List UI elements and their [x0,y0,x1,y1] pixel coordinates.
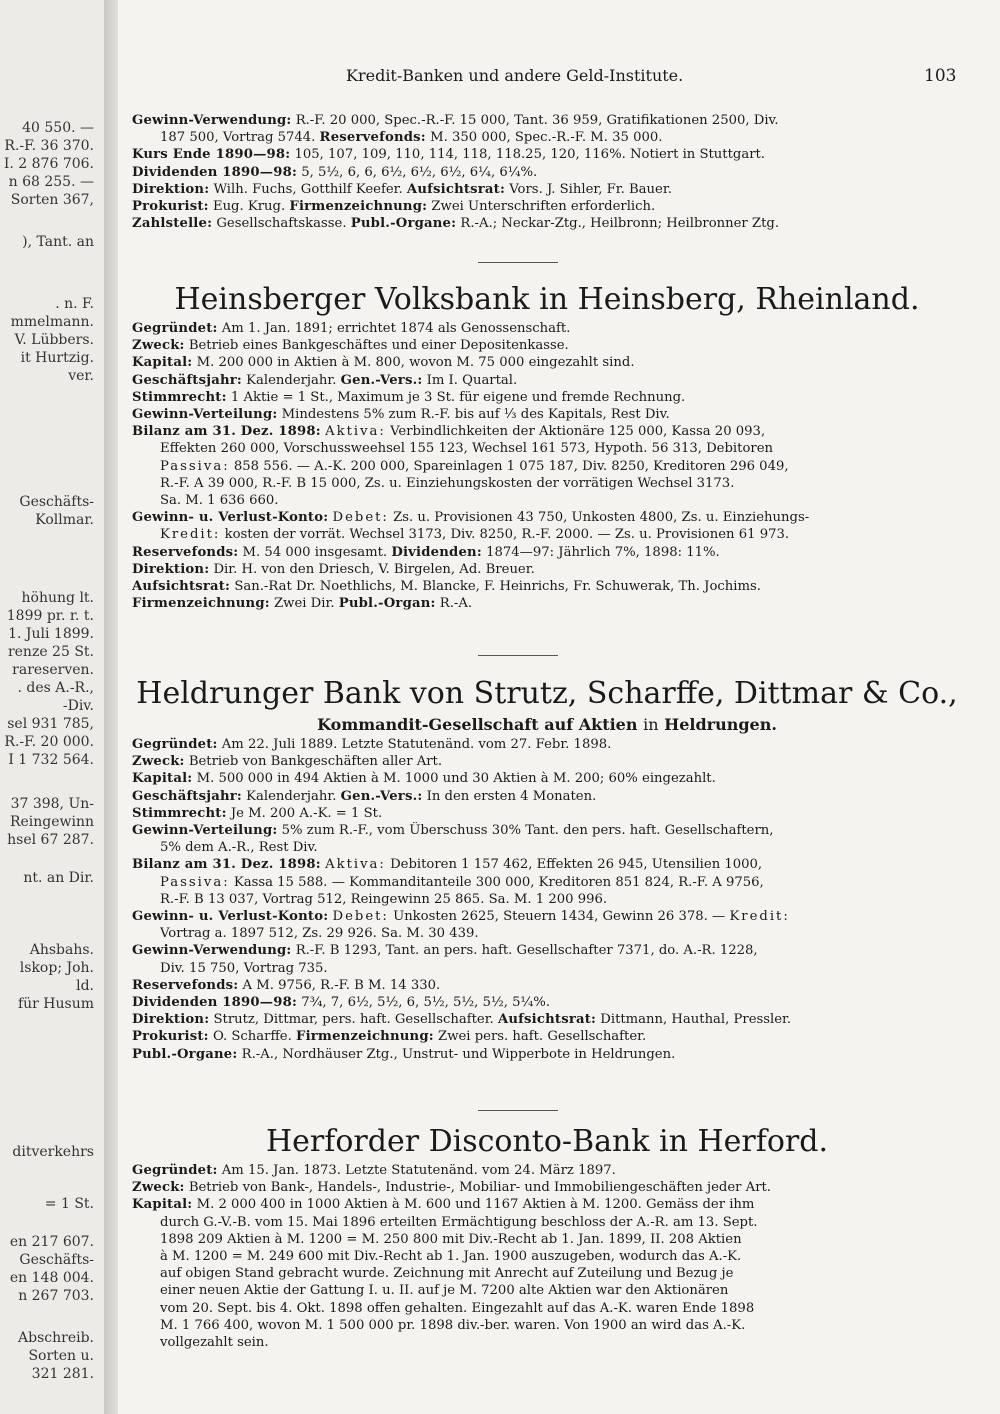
entry-text: R.-F. 20 000, Spec.-R.-F. 15 000, Tant. 36 959, Gratifikationen 2500, Div. [295,113,779,128]
entry-text: 105, 107, 109, 110, 114, 118, 118.25, 120, 116%. Notiert in Stuttgart. [294,147,766,163]
entry-text: Div. 15 750, Vortrag 735. [160,960,328,976]
left-page-line: 37 398, Un- [10,796,94,812]
text-line [132,1179,962,1196]
text-line [132,839,962,856]
text-line [132,1334,962,1351]
entry-text: Mindestens 5% zum R.-F. bis auf ⅓ des Kapitals, Rest Div. [281,407,670,423]
text-line [132,891,962,908]
text-line [132,475,962,492]
entry-label: Zweck: [132,338,185,354]
left-page-line: ld. [76,978,94,994]
entry-label: Firmenzeichnung: [289,199,428,215]
entry-text: Debitoren 1 157 462, Effekten 26 945, Utensilien 1000, [390,857,763,873]
text-line [132,458,962,475]
entry-label: Dividenden 1890—98: [132,164,298,180]
ledger-label: Passiva: [160,874,230,890]
entry-label: Gewinn- u. Verlust-Konto: [132,909,329,925]
section-heading: Herforder Disconto-Bank in Herford. [265,1124,828,1159]
text-line [132,112,962,129]
ledger-label: Aktiva: [325,424,386,440]
entry-text: A M. 9756, R.-F. B M. 14 330. [242,977,441,993]
entry-label: Direktion: [132,181,210,197]
text-line [132,146,962,163]
entry-text: San.-Rat Dr. Noethlichs, M. Blancke, F. Heinrichs, Fr. Schuwerak, Th. Jochims. [234,579,761,595]
entry-text: M. 2 000 400 in 1000 Aktien à M. 600 und 1167 Aktien à M. 1200. Gemäss der ihm [196,1197,755,1213]
entry-text: Strutz, Dittmar, pers. haft. Gesellschafter. [213,1012,494,1028]
entry-text: Kassa 15 588. — [233,874,345,890]
entry-text: 1874—97: Jährlich 7%, 1898: 11%. [486,544,720,560]
text-line [132,977,962,994]
left-page-line: n 68 255. — [8,174,94,190]
text-line [132,320,962,337]
left-page-line: hsel 67 287. [7,832,94,848]
entry-label: Reservefonds: [132,544,239,560]
entry-label: Gegründet: [132,737,218,752]
section-heldrunger [132,674,962,1063]
entry-text: Verbindlichkeiten der Aktionäre 125 000, Kassa 20 093, [390,424,766,440]
entry-text: Am 1. Jan. 1891; errichtet 1874 als Genossenschaft. [221,321,571,336]
ledger-label: Kredit: [160,527,221,543]
entry-text: M. 200 000 in Aktien à M. 800, wovon M. 75 000 eingezahlt sind. [196,355,635,371]
entry-label: Publ.-Organe: [350,216,457,232]
entry-label: Gewinn-Verwendung: [132,113,292,128]
running-head-title: Kredit-Banken und andere Geld-Institute. [346,66,684,85]
text-line [132,805,962,822]
entry-label: Zweck: [132,754,185,770]
text-line [132,942,962,959]
entry-text: vollgezahlt sein. [160,1335,269,1351]
entry-text: R.-A. [439,596,473,612]
entry-label: Direktion: [132,1012,210,1028]
ledger-label: Passiva: [160,458,230,474]
left-page-line: für Husum [17,996,94,1012]
text-line [132,544,962,561]
entry-text: M. 1 766 400, wovon M. 1 500 000 pr. 1898 div.-ber. waren. Von 1900 an wird das A.-K. [160,1317,746,1333]
text-line [132,1046,962,1063]
entry-label: Direktion: [132,561,210,577]
text-line [132,1248,962,1265]
text-line [132,822,962,839]
entry-label: Gewinn- u. Verlust-Konto: [132,510,329,526]
text-line [132,1231,962,1248]
left-page-line: höhung lt. [21,590,94,606]
entry-text: Vortrag a. 1897 512, Zs. 29 926. Sa. M. 30 439. [160,926,479,942]
text-line [132,856,962,873]
entry-text: A.-K. 200 000, Spareinlagen 1 075 187, Div. 8250, Kreditoren 296 049, [314,458,789,474]
section-subheading [132,714,962,736]
text-line [132,526,962,543]
entry-label: Gewinn-Verteilung: [132,407,278,423]
entry-text: 7¾, 7, 6½, 5½, 6, 5½, 5½, 5½, 5¼%. [301,995,551,1011]
left-page-line: Sorten 367, [10,192,94,208]
left-page-line: 1. Juli 1899. [8,626,94,642]
text-line [132,215,962,232]
entry-label: Aufsichtsrat: [132,579,231,595]
left-page-line: n 267 703. [18,1288,94,1304]
left-page-line: 321 281. [31,1366,94,1382]
entry-text: einer neuen Aktie der Gattung I. u. II. auf je M. 7200 alte Aktien war den Aktionären [160,1283,729,1299]
entry-label: Firmenzeichnung: [296,1029,434,1045]
text-line [132,181,962,198]
entry-label: Zahlstelle: [132,216,213,232]
entry-text: Wilh. Fuchs, Gotthilf Keefer. [213,181,403,197]
entry-text: Zs. u. Provisionen 43 750, Unkosten 4800, Zs. u. Einziehungs- [393,510,810,526]
text-line [132,1300,962,1317]
entry-text: R.-F. B 13 037, Vortrag 512, Reingewinn 25 865. Sa. M. 1 200 996. [160,891,608,907]
text-line [132,770,962,787]
top-block [132,112,962,232]
text-line [132,1196,962,1213]
left-page-line: 40 550. — [22,120,94,136]
left-page-line: en 148 004. [9,1270,94,1286]
entry-text: kosten der vorrät. Wechsel 3173, Div. 8250, R.-F. 2000. — [224,527,611,543]
left-page-line: R.-F. 20 000. [4,734,94,750]
entry-text: Eug. Krug. [212,199,286,215]
entry-label: Dividenden: [391,544,482,560]
entry-label: Stimmrecht: [132,805,227,821]
left-page-line: Ahsbahs. [29,942,94,958]
entry-text: M. 350 000, Spec.-R.-F. M. 35 000. [430,130,663,146]
left-page-line: rareserven. [12,662,94,678]
left-page-line: Abschreib. [18,1330,94,1346]
text-line [132,1011,962,1028]
entry-text: Je M. 200 A.-K. = 1 St. [230,805,383,821]
left-page-line: sel 931 785, [7,716,94,732]
section-heading: Heldrunger Bank von Strutz, Scharffe, Dittmar & Co., [136,676,958,711]
page-number: 103 [924,66,957,86]
text-line [132,788,962,805]
entry-label: Geschäftsjahr: [132,372,242,388]
ledger-label: Aktiva: [325,857,386,873]
entry-label: Dividenden 1890—98: [132,995,298,1011]
text-line [132,406,962,423]
entry-label: Geschäftsjahr: [132,788,242,804]
text-line [132,337,962,354]
entry-text: M. 54 000 insgesamt. [242,544,388,560]
text-line [132,1265,962,1282]
text-line [132,1162,962,1179]
left-page-fragment [0,0,108,1414]
entry-text: 1898 209 Aktien à M. 1200 = M. 250 800 mit Div.-Recht ab 1. Jan. 1899, II. 208 Aktien [160,1231,742,1247]
text-line [132,1028,962,1045]
entry-text: Kommanditanteile 300 000, Kreditoren 851 824, R.-F. A 9756, [349,874,764,890]
left-page-line: nt. an Dir. [23,870,94,886]
text-line [132,492,962,509]
entry-label: Prokurist: [132,1029,209,1045]
left-page-line: ver. [68,368,94,384]
ledger-label: Debet: [332,510,389,526]
left-page-line: ditverkehrs [12,1144,94,1160]
entry-label: Aufsichtsrat: [497,1012,597,1028]
entry-label: Gen.-Vers.: [340,372,423,388]
entry-label: Publ.-Organe: [132,1046,238,1062]
section-divider [478,1110,558,1111]
entry-text: R.-A.; Neckar-Ztg., Heilbronn; Heilbronner Ztg. [460,216,780,232]
left-page-line: en 217 607. [9,1234,94,1250]
text-line [132,736,962,753]
entry-text: Zwei Unterschriften erforderlich. [431,199,656,215]
entry-label: Zweck: [132,1180,185,1196]
entry-label: Gen.-Vers.: [340,788,423,804]
left-page-line: lskop; Joh. [19,960,94,976]
entry-label: Gewinn-Verwendung: [132,943,292,959]
entry-label: Reservefonds: [132,977,239,993]
text-line [132,561,962,578]
entry-text: durch G.-V.-B. vom 15. Mai 1896 erteilten Ermächtigung beschloss der A.-R. am 13. Sept. [160,1214,758,1230]
entry-label: Kurs Ende 1890—98: [132,147,291,163]
entry-text: 1 Aktie = 1 St., Maximum je 3 St. für eigene und fremde Rechnung. [230,389,686,405]
left-page-line: Kollmar. [35,512,94,528]
text-line [132,372,962,389]
section-heading: Heinsberger Volksbank in Heinsberg, Rheinland. [174,282,920,317]
entry-text: Gesellschaftskasse. [216,216,347,232]
entry-text: Kalenderjahr. [246,788,337,804]
entry-text: Im I. Quartal. [426,372,518,388]
section-divider [478,655,558,656]
text-line [132,994,962,1011]
text-line [132,354,962,371]
entry-text: 5, 5½, 6, 6, 6½, 6½, 6½, 6¼, 6¼%. [301,164,538,180]
section-heinsberger [132,280,962,612]
left-page-line: R.-F. 36 370. [4,138,94,154]
entry-text: Zwei Dir. [274,596,335,612]
left-page-line: it Hurtzig. [20,350,94,366]
text-line [132,595,962,612]
entry-label: Prokurist: [132,199,209,215]
entry-label: Gewinn-Verteilung: [132,823,278,839]
entry-text: Betrieb eines Bankgeschäftes und einer Depositenkasse. [188,338,569,354]
entry-text: 5% dem A.-R., Rest Div. [160,840,318,856]
left-page-line: V. Lübbers. [14,332,94,348]
entry-label: Bilanz am 31. Dez. 1898: [132,857,321,873]
text-line [132,960,962,977]
entry-text: In den ersten 4 Monaten. [426,788,597,804]
section-divider [478,262,558,263]
entry-label: Kapital: [132,771,193,787]
text-line [132,440,962,457]
entry-text: Unkosten 2625, Steuern 1434, Gewinn 26 378. — [393,909,726,925]
entry-text: Effekten 260 000, Vorschussweehsel 155 123, Wechsel 161 573, Hypoth. 56 313, Debitoren [160,441,773,457]
text-line [132,389,962,406]
left-page-line: . n. F. [55,296,94,312]
entry-text: Am 15. Jan. 1873. Letzte Statutenänd. vom 24. März 1897. [221,1163,616,1178]
subheading-in: in [643,715,659,734]
entry-text: R.-A., Nordhäuser Ztg., Unstrut- und Wipperbote in Heldrungen. [241,1046,676,1062]
text-line [132,874,962,891]
entry-text: Betrieb von Bankgeschäften aller Art. [188,754,443,770]
text-line [132,578,962,595]
left-page-line: = 1 St. [44,1196,94,1212]
entry-text: O. Scharffe. [212,1029,292,1045]
entry-label: Publ.-Organ: [338,596,436,612]
section-herforder [132,1122,962,1351]
text-line [132,164,962,181]
entry-label: Stimmrecht: [132,389,227,405]
left-page-line: Geschäfts- [19,494,94,510]
entry-text: R.-F. A 39 000, R.-F. B 15 000, Zs. u. Einziehungskosten der vorrätigen Wechsel 3173. [160,475,735,491]
text-line [132,753,962,770]
text-line [132,1282,962,1299]
entry-label: Reservefonds: [319,130,426,146]
left-page-line: 1899 pr. r. t. [6,608,94,624]
left-page-line: mmelmann. [10,314,94,330]
left-page-line: I 1 732 564. [8,752,94,768]
entry-label: Kapital: [132,1197,193,1213]
text-line [132,509,962,526]
left-page-line: -Div. [62,698,94,714]
entry-label: Gegründet: [132,321,218,336]
entry-text: R.-F. B 1293, Tant. an pers. haft. Gesellschafter 7371, do. A.-R. 1228, [295,943,758,959]
entry-text: 187 500, Vortrag 5744. [160,130,316,146]
text-line [132,198,962,215]
entry-text: vom 20. Sept. bis 4. Okt. 1898 offen gehalten. Eingezahlt auf das A.-K. waren Ende 1898 [160,1300,755,1316]
left-page-line: ), Tant. an [22,234,94,250]
text-line [132,129,962,146]
entry-text: Am 22. Juli 1889. Letzte Statutenänd. vom 27. Febr. 1898. [221,737,612,752]
left-page-line: I. 2 876 706. [3,156,94,172]
subheading-form: Kommandit-Gesellschaft auf Aktien [317,715,638,734]
text-line [132,925,962,942]
left-page-line: renze 25 St. [7,644,94,660]
entry-text: Dittmann, Hauthal, Pressler. [600,1012,792,1028]
entry-text: 858 556. — [233,458,310,474]
text-line [132,908,962,925]
entry-text: 5% zum R.-F., vom Überschuss 30% Tant. den pers. haft. Gesellschaftern, [281,823,774,839]
entry-text: Kalenderjahr. [246,372,337,388]
left-page-line: Reingewinn [9,814,94,830]
entry-label: Gegründet: [132,1163,218,1178]
left-page-line: Sorten u. [28,1348,94,1364]
text-line [132,1214,962,1231]
entry-text: Betrieb von Bank-, Handels-, Industrie-, Mobiliar- und Immobiliengeschäften jeder Art. [188,1180,771,1196]
entry-text: Dir. H. von den Driesch, V. Birgelen, Ad. Breuer. [213,561,535,577]
entry-text: M. 500 000 in 494 Aktien à M. 1000 und 30 Aktien à M. 200; 60% eingezahlt. [196,771,716,787]
entry-text: à M. 1200 = M. 249 600 mit Div.-Recht ab 1. Jan. 1900 auszugeben, wodurch das A.-K. [160,1249,742,1265]
entry-text: Zwei pers. haft. Gesellschafter. [438,1029,647,1045]
entry-text: Sa. M. 1 636 660. [160,493,279,509]
entry-text: Vors. J. Sihler, Fr. Bauer. [509,181,672,197]
ledger-label: Kredit: [729,909,790,925]
entry-label: Aufsichtsrat: [406,181,506,197]
entry-label: Firmenzeichnung: [132,596,270,612]
entry-label: Bilanz am 31. Dez. 1898: [132,424,321,440]
entry-text: auf obigen Stand gebracht wurde. Zeichnung mit Anrecht auf Zuteilung und Bezug je [160,1266,734,1282]
ledger-label: Debet: [332,909,389,925]
text-line [132,423,962,440]
entry-label: Kapital: [132,355,193,371]
text-line [132,1317,962,1334]
entry-text: Zs. u. Provisionen 61 973. [614,527,790,543]
subheading-place: Heldrungen. [664,715,777,734]
left-page-line: Geschäfts- [19,1252,94,1268]
page [118,0,1000,1414]
left-page-line: . des A.-R., [17,680,94,696]
